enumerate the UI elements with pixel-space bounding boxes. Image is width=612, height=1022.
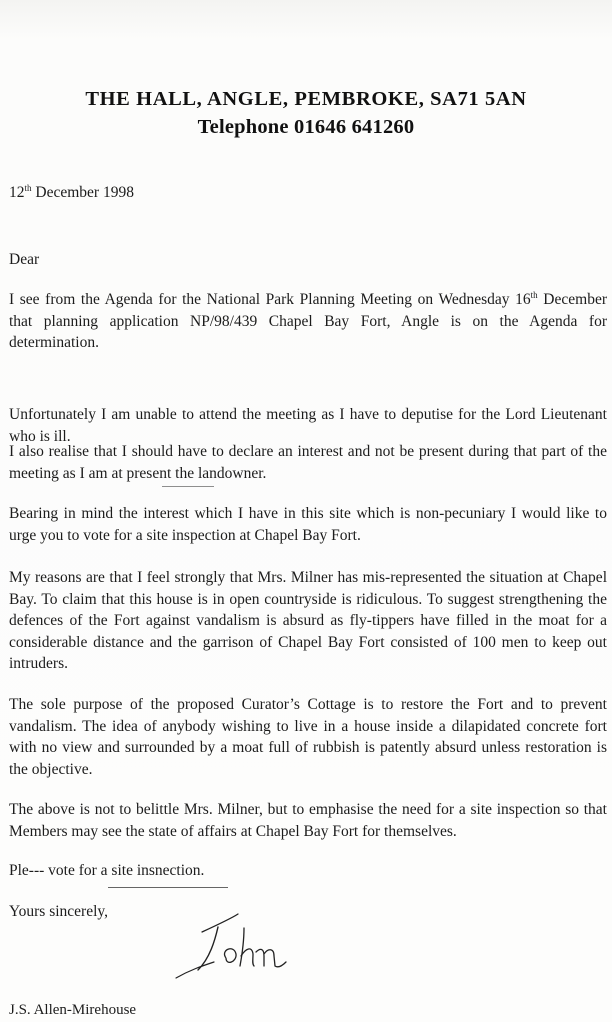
paragraph-1-part-b: December that planning application NP/98/439 Chapel Bay Fort, Angle is on the Agenda for determination. [9, 291, 607, 351]
paragraph-1-sup: th [530, 290, 538, 300]
letterhead-telephone: Telephone 01646 641260 [197, 116, 415, 138]
paragraph-4: Bearing in mind the interest which I have in this site which is non-pecuniary I would like to urge you to vote for a site inspection at Chapel Bay Fort. [9, 505, 607, 544]
date-day: 12 [9, 184, 25, 201]
paragraph-7: The above is not to belittle Mrs. Milner, but to emphasise the need for a site inspection so that Members may see the state of affairs at Chapel Bay Fort for themselves. [9, 801, 607, 840]
letter-date [9, 183, 134, 202]
handwritten-signature [140, 900, 300, 990]
request-line: Ple--- vote for a site insnection. [9, 862, 205, 879]
paragraph-5: My reasons are that I feel strongly that Mrs. Milner has mis-represented the situation at Chapel Bay. To claim that this house is in open countryside is ridiculous. To suggest strengthening the defences of the Fort against vandalism is absurd as fly-tippers have filled in the moat for a considerable distance and the garrison of Chapel Bay Fort consisted of 100 men to keep out intruders. [9, 569, 607, 672]
closing: Yours sincerely, [9, 903, 109, 920]
salutation: Dear [9, 251, 40, 268]
letterhead-address: THE HALL, ANGLE, PEMBROKE, SA71 5AN [85, 88, 527, 110]
paragraph-1-part-a: I see from the Agenda for the National Park Planning Meeting on Wednesday 16 [9, 291, 531, 308]
signatory-name: J.S. Allen-Mirehouse [9, 1002, 137, 1018]
paragraph-2: Unfortunately I am unable to attend the meeting as I have to deputise for the Lord Lieutenant who is ill. [9, 406, 607, 445]
pen-mark [162, 486, 214, 487]
paragraph-3: I also realise that I should have to declare an interest and not be present during that part of the meeting as I am at present the landowner. [9, 443, 607, 482]
date-suffix: th [24, 183, 32, 193]
paragraph-1 [9, 289, 607, 354]
pen-underline [108, 887, 228, 888]
paragraph-6: The sole purpose of the proposed Curator’s Cottage is to restore the Fort and to prevent vandalism. The idea of anybody wishing to live in a house inside a dilapidated concrete fort with no view and surrounded by a moat full of rubbish is patently absurd unless restoration is the objective. [9, 696, 607, 778]
date-rest: December 1998 [31, 184, 134, 201]
